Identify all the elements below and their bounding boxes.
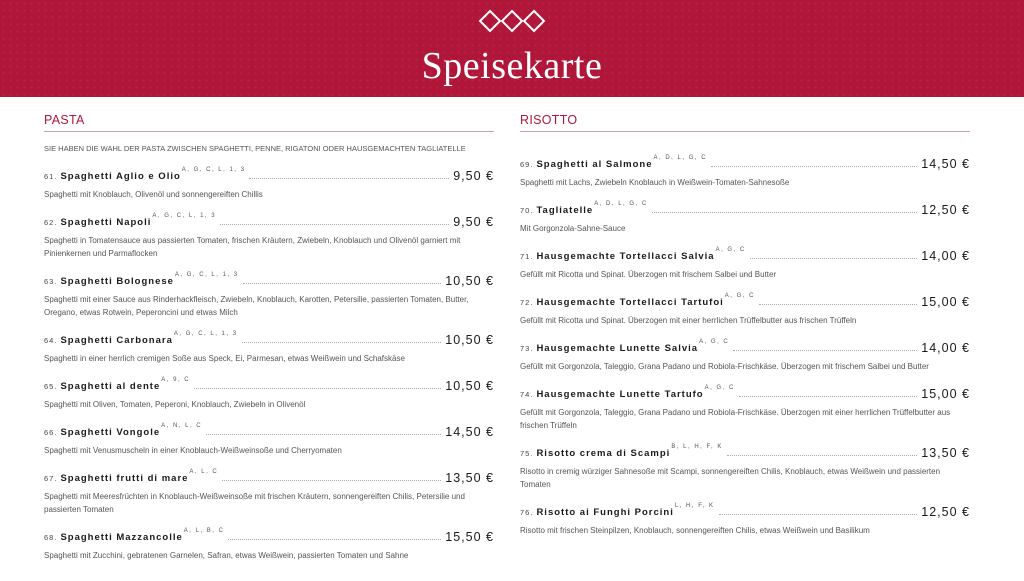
item-price: 14,50 €: [445, 425, 494, 439]
item-price: 15,50 €: [445, 530, 494, 544]
menu-item: [44, 330, 494, 365]
item-name: Hausgemachte Lunette Tartufo: [536, 389, 704, 400]
menu-item: [520, 502, 970, 537]
dotted-leader: [739, 396, 917, 397]
item-number: 66.: [44, 428, 58, 437]
dotted-leader: [220, 224, 449, 225]
item-description: Spaghetti mit Oliven, Tomaten, Peperoni, Knoblauch, Zwiebeln in Olivenöl: [44, 400, 306, 409]
menu-item: [44, 166, 494, 201]
item-name: Spaghetti Bolognese: [60, 276, 174, 287]
dotted-leader: [750, 258, 918, 259]
item-description: Risotto in cremig würziger Sahnesoße mit Scampi, sonnengereiften Chilis, Knoblauch, etwas Weißwein und passierten Tomaten: [520, 467, 941, 489]
dotted-leader: [759, 304, 917, 305]
item-allergens: A, G, C, L, 1, 3: [173, 331, 238, 337]
item-number: 70.: [520, 206, 534, 215]
item-price: 10,50 €: [445, 274, 494, 288]
item-price: 13,50 €: [921, 446, 970, 460]
item-description: Spaghetti mit Knoblauch, Olivenöl und sonnengereiften Chillis: [44, 190, 263, 199]
item-price: 9,50 €: [453, 215, 494, 229]
dotted-leader: [652, 212, 918, 213]
item-number: 75.: [520, 449, 534, 458]
dotted-leader: [228, 539, 441, 540]
item-number: 67.: [44, 474, 58, 483]
item-description: Spaghetti mit einer Sauce aus Rinderhackfleisch, Zwiebeln, Knoblauch, Karotten, Petersilie, passierten Tomaten, Butter, Oregano, etwas Rotwein, Peperoncini und etwas Milch: [44, 295, 469, 317]
section-spacer: [520, 132, 970, 146]
item-price: 15,00 €: [921, 295, 970, 309]
menu-item-line: [44, 468, 494, 485]
menu-item: [44, 212, 494, 260]
pasta-list: [44, 166, 494, 562]
page-title: Speisekarte: [421, 45, 603, 87]
dotted-leader: [243, 283, 442, 284]
item-name: Spaghetti Carbonara: [60, 335, 173, 346]
item-price: 12,50 €: [921, 203, 970, 217]
dotted-leader: [194, 388, 441, 389]
item-name: Spaghetti frutti di mare: [60, 473, 189, 484]
menu-item: [44, 376, 494, 411]
item-price: 10,50 €: [445, 333, 494, 347]
risotto-list: [520, 154, 970, 537]
item-allergens: A, 9, C: [161, 377, 191, 383]
menu-item: [520, 292, 970, 327]
item-number: 64.: [44, 336, 58, 345]
item-number: 76.: [520, 508, 534, 517]
item-price: 15,00 €: [921, 387, 970, 401]
section-title-pasta: PASTA: [44, 113, 494, 132]
menu-item-line: [520, 200, 970, 217]
item-number: 74.: [520, 390, 534, 399]
item-description: Gefüllt mit Ricotta und Spinat. Überzogen mit einer herrlichen Trüffelbutter aus frischen Trüffeln: [520, 316, 857, 325]
item-description: Spaghetti in Tomatensauce aus passierten Tomaten, frischen Kräutern, Zwiebeln, Knoblauch und Olivenöl garniert mit Pinienkernen und Parmaflocken: [44, 236, 461, 258]
item-price: 12,50 €: [921, 505, 970, 519]
item-allergens: A, N, L, C: [161, 423, 203, 429]
item-price: 14,00 €: [921, 341, 970, 355]
item-name: Spaghetti Vongole: [60, 427, 161, 438]
item-number: 68.: [44, 533, 58, 542]
item-description: Spaghetti mit Zucchini, gebratenen Garnelen, Safran, etwas Weißwein, passierten Tomaten und Sahne: [44, 551, 409, 560]
menu-item-line: [520, 443, 970, 460]
item-name: Hausgemachte Tortellacci Salvia: [536, 251, 715, 262]
item-name: Risotto crema di Scampi: [536, 448, 671, 459]
item-name: Hausgemachte Tortellacci Tartufoi: [536, 297, 724, 308]
dotted-leader: [249, 178, 449, 179]
item-price: 14,00 €: [921, 249, 970, 263]
item-description: Gefüllt mit Ricotta und Spinat. Überzogen mit frischem Salbei und Butter: [520, 270, 777, 279]
item-allergens: A, G, C: [724, 293, 755, 299]
menu-item-line: [44, 271, 494, 288]
item-allergens: A, G, C, L, 1, 3: [174, 272, 239, 278]
item-description: Spaghetti in einer herrlich cremigen Soße aus Speck, Ei, Parmesan, etwas Weißwein und Schafskäse: [44, 354, 405, 363]
menu-item-line: [44, 330, 494, 347]
menu-item: [520, 384, 970, 432]
item-description: Gefüllt mit Gorgonzola, Taleggio, Grana Padano und Robiola-Frischkäse. Überzogen mit frischem Salbei und Butter: [520, 362, 929, 371]
menu-item-line: [44, 422, 494, 439]
item-allergens: A, G, C, L, 1, 3: [152, 213, 217, 219]
section-title-risotto: RISOTTO: [520, 113, 970, 132]
item-description: Spaghetti mit Meeresfrüchten in Knoblauch-Weißweinsoße mit frischen Kräutern, sonnengereiften Chilis, Petersilie und passierten Tomaten: [44, 492, 465, 514]
item-name: Tagliatelle: [536, 205, 594, 216]
dotted-leader: [733, 350, 917, 351]
menu-item-line: [520, 502, 970, 519]
item-description: Gefüllt mit Gorgonzola, Taleggio, Grana Padano und Robiola-Frischkäse. Überzogen mit einer herrlichen Trüffelbutter aus frischen Trüffeln: [520, 408, 951, 430]
menu-item-line: [44, 212, 494, 229]
item-name: Spaghetti al Salmone: [536, 159, 653, 170]
item-allergens: A, G, C: [699, 339, 730, 345]
menu-item: [520, 443, 970, 491]
item-number: 62.: [44, 218, 58, 227]
pasta-section: [44, 113, 494, 562]
header-banner: [0, 0, 1024, 97]
item-description: Spaghetti mit Venusmuscheln in einer Knoblauch-Weißweinsoße und Cherryomaten: [44, 446, 342, 455]
pasta-intro: SIE HABEN DIE WAHL DER PASTA ZWISCHEN SPAGHETTI, PENNE, RIGATONI ODER HAUSGEMACHTEN TAGLIATELLE: [44, 144, 466, 153]
menu-item-line: [520, 246, 970, 263]
item-allergens: A, D, L, G, C: [653, 155, 708, 161]
item-allergens: A, D, L, G, C: [594, 201, 648, 207]
item-allergens: A, G, C: [715, 247, 746, 253]
item-name: Spaghetti Aglio e Olio: [60, 171, 181, 182]
item-name: Spaghetti Mazzancolle: [60, 532, 183, 543]
item-allergens: A, L, B, C: [183, 528, 225, 534]
menu-item-line: [44, 527, 494, 544]
item-allergens: A, G, C, L, 1, 3: [181, 167, 246, 173]
menu-item: [520, 154, 970, 189]
dotted-leader: [222, 480, 441, 481]
menu-item-line: [44, 166, 494, 183]
item-name: Risotto ai Funghi Porcini: [536, 507, 674, 518]
item-number: 61.: [44, 172, 58, 181]
menu-item: [44, 422, 494, 457]
item-number: 65.: [44, 382, 58, 391]
item-price: 14,50 €: [921, 157, 970, 171]
item-number: 73.: [520, 344, 534, 353]
item-name: Spaghetti Napoli: [60, 217, 152, 228]
menu-item-line: [520, 154, 970, 171]
menu-item-line: [44, 376, 494, 393]
three-diamonds-icon: [478, 9, 546, 33]
item-price: 9,50 €: [453, 169, 494, 183]
item-allergens: A, G, C: [704, 385, 735, 391]
risotto-section: [520, 113, 970, 537]
dotted-leader: [719, 514, 918, 515]
item-description: Mit Gorgonzola-Sahne-Sauce: [520, 224, 626, 233]
item-allergens: A, L, C: [189, 469, 219, 475]
menu-item-line: [520, 338, 970, 355]
item-allergens: B, L, H, F, K: [671, 444, 723, 450]
menu-item: [520, 200, 970, 235]
menu-item-line: [520, 384, 970, 401]
item-allergens: L, H, F, K: [674, 503, 715, 509]
item-name: Spaghetti al dente: [60, 381, 161, 392]
item-description: Spaghetti mit Lachs, Zwiebeln Knoblauch in Weißwein-Tomaten-Sahnesoße: [520, 178, 790, 187]
menu-item: [44, 527, 494, 562]
item-number: 69.: [520, 160, 534, 169]
item-price: 13,50 €: [445, 471, 494, 485]
dotted-leader: [242, 342, 442, 343]
item-number: 71.: [520, 252, 534, 261]
menu-item: [44, 271, 494, 319]
menu-item: [44, 468, 494, 516]
menu-item: [520, 338, 970, 373]
menu-item: [520, 246, 970, 281]
item-description: Risotto mit frischen Steinpilzen, Knoblauch, sonnengereiften Chilis, etwas Weißwein und Basilikum: [520, 526, 870, 535]
menu-item-line: [520, 292, 970, 309]
item-number: 72.: [520, 298, 534, 307]
item-name: Hausgemachte Lunette Salvia: [536, 343, 699, 354]
dotted-leader: [711, 166, 917, 167]
dotted-leader: [727, 455, 917, 456]
dotted-leader: [206, 434, 441, 435]
item-number: 63.: [44, 277, 58, 286]
item-price: 10,50 €: [445, 379, 494, 393]
